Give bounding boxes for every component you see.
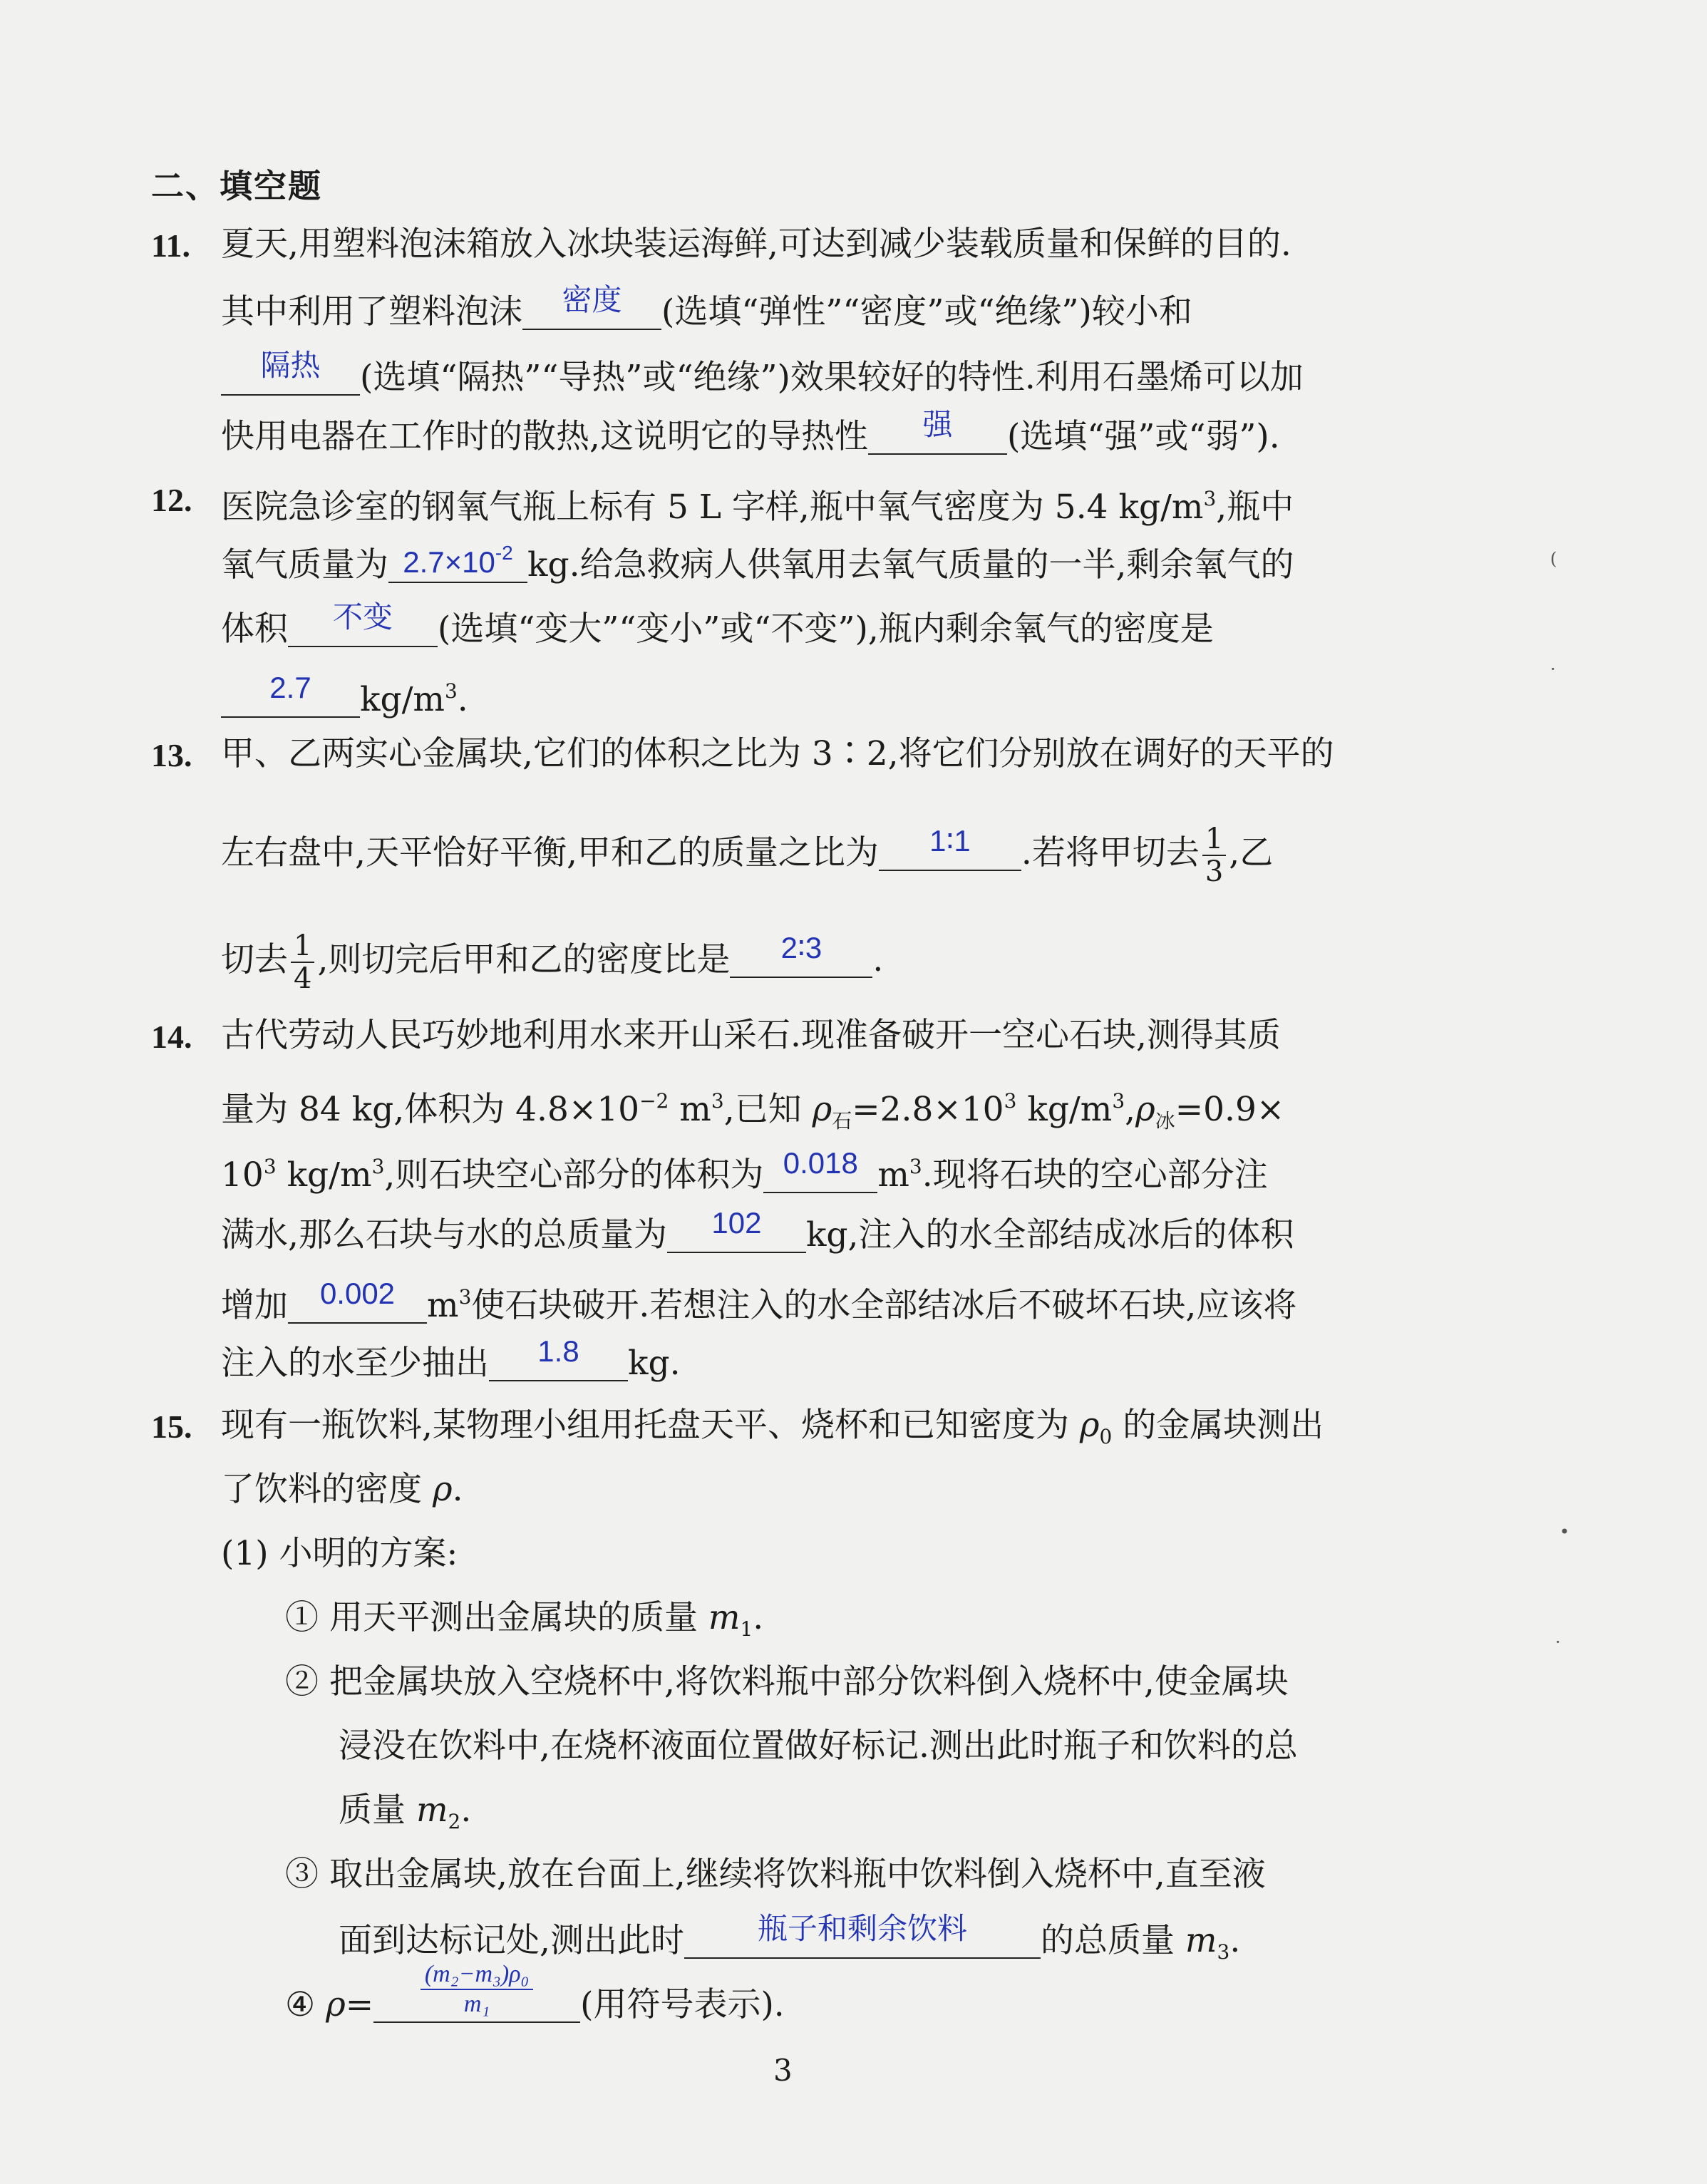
q15-part-1: (1) 小明的方案: xyxy=(221,1534,458,1573)
q11-line-3: 隔热 (选填“隔热”“导热”或“绝缘”)效果较好的特性.利用石墨烯可以加 xyxy=(221,354,1304,399)
answer-blank xyxy=(221,671,360,718)
answer-blank xyxy=(388,542,527,583)
q15-line-2: 了饮料的密度 ρ. xyxy=(221,1470,463,1509)
q15-step-2-line-1: ② 把金属块放入空烧杯中,将饮料瓶中部分饮料倒入烧杯中,使金属块 xyxy=(285,1662,1289,1701)
q14-line-4: 满水,那么石块与水的总质量为 102 kg,注入的水全部结成冰后的体积 xyxy=(221,1212,1294,1257)
q12-line-4: 2.7 $kg/m^3$. xyxy=(221,670,468,721)
answer-blank xyxy=(730,931,872,978)
q11-line-1: 夏天,用塑料泡沫箱放入冰块装运海鲜,可达到减少装载质量和保鲜的目的. xyxy=(221,225,1291,264)
q13-line-1: 甲、乙两实心金属块,它们的体积之比为 3∶2,将它们分别放在调好的天平的 xyxy=(221,734,1334,773)
answer-density: 密度 xyxy=(562,283,622,316)
answer-total-mass: 102 xyxy=(711,1206,762,1240)
answer-volume-increase: 0.002 xyxy=(319,1277,396,1310)
q14-line-2: 量为 84 kg,体积为 $4.8\times 10^{-2}$ $m^3$,已知 $\rho_石=2.8\times 10^3$ $kg/m^3,\rho_冰=0.9\times$ xyxy=(221,1089,1285,1133)
answer-density-ratio: 2∶3 xyxy=(780,931,822,964)
answer-density-value: 2.7 xyxy=(269,671,311,704)
answer-mass-ratio: 1∶1 xyxy=(929,824,971,857)
answer-blank xyxy=(667,1206,806,1253)
answer-hollow-volume: 0.018 xyxy=(783,1146,858,1180)
scan-mark: ( xyxy=(1550,549,1557,569)
answer-unchanged: 不变 xyxy=(332,600,393,634)
q11-line-2: 其中利用了塑料泡沫 密度 (选填“弹性”“密度”或“绝缘”)较小和 xyxy=(221,289,1192,334)
page-number: 3 xyxy=(773,2053,793,2088)
answer-blank xyxy=(684,1912,1041,1959)
answer-water-removed: 1.8 xyxy=(537,1334,579,1368)
answer-insulation: 隔热 xyxy=(260,349,321,382)
q15-step-2-line-3: 质量 $m_2$. xyxy=(339,1791,472,1833)
scan-mark: · xyxy=(1555,1632,1561,1652)
q11-line-4: 快用电器在工作时的散热,这说明它的导热性 强 (选填“强”或“弱”). xyxy=(221,413,1280,458)
scan-mark: • xyxy=(1559,1522,1570,1542)
answer-blank xyxy=(221,349,360,396)
question-number-13: 13. xyxy=(151,737,192,773)
q15-line-1: 现有一瓶饮料,某物理小组用托盘天平、烧杯和已知密度为 $\rho_0$ 的金属块测出 xyxy=(221,1406,1324,1448)
question-number-14: 14. xyxy=(151,1019,192,1055)
answer-mass: $2.7\times 10^{-2}$ xyxy=(403,542,513,579)
answer-blank xyxy=(522,283,661,330)
q14-line-6: 注入的水至少抽出 1.8 kg. xyxy=(221,1340,681,1385)
fraction-one-quarter: $\frac{1}{4}$ xyxy=(291,930,314,994)
answer-blank xyxy=(763,1146,877,1193)
answer-blank xyxy=(868,408,1007,455)
question-number-11: 11. xyxy=(151,227,190,264)
answer-blank xyxy=(489,1334,628,1381)
answer-bottle-remaining: 瓶子和剩余饮料 xyxy=(757,1912,967,1945)
q14-line-1: 古代劳动人民巧妙地利用水来开山采石.现准备破开一空心石块,测得其质 xyxy=(221,1016,1281,1055)
question-number-12: 12. xyxy=(151,482,192,518)
q15-step-3-line-2: 面到达标记处,测出此时 瓶子和剩余饮料 的总质量 $m_3$. xyxy=(339,1917,1240,1974)
answer-blank xyxy=(288,600,438,647)
answer-blank xyxy=(288,1277,427,1324)
q13-line-3: 切去 $\frac{1}{4}$ ,则切完后甲和乙的密度比是 2∶3 . xyxy=(221,930,883,994)
answer-strong: 强 xyxy=(922,408,953,441)
scan-mark: · xyxy=(1550,659,1556,679)
q15-step-4: ④ ρ= (m₂−m₃)ρ₀ m₁ (用符号表示). xyxy=(285,1961,785,2024)
q12-line-3: 体积 不变 (选填“变大”“变小”或“不变”),瓶内剩余氧气的密度是 xyxy=(221,606,1214,651)
answer-blank xyxy=(373,1961,580,2023)
question-number-15: 15. xyxy=(151,1408,192,1445)
answer-density-formula: (m₂−m₃)ρ₀ m₁ xyxy=(373,1960,580,2019)
answer-blank xyxy=(879,824,1021,871)
q15-step-3-line-1: ③ 取出金属块,放在台面上,继续将饮料瓶中饮料倒入烧杯中,直至液 xyxy=(285,1855,1266,1894)
q13-line-2: 左右盘中,天平恰好平衡,甲和乙的质量之比为 1∶1 .若将甲切去 $\frac{1}{3}$ ,乙 xyxy=(221,823,1273,887)
q15-step-1: ① 用天平测出金属块的质量 $m_1$. xyxy=(285,1598,764,1641)
q12-line-2: 氧气质量为 $2.7\times 10^{-2}$ kg.给急救病人供氧用去氧气质量的一半,剩余氧气的 xyxy=(221,542,1294,587)
q14-line-3: $10^3$ $kg/m^3$,则石块空心部分的体积为 0.018 $m^3$.现将石块的空心部分注 xyxy=(221,1145,1268,1197)
q15-step-2-line-2: 浸没在饮料中,在烧杯液面位置做好标记.测出此时瓶子和饮料的总 xyxy=(339,1726,1298,1766)
q12-line-1: 医院急诊室的钢氧气瓶上标有 5 L 字样,瓶中氧气密度为 5.4 $kg/m^3$,瓶中 xyxy=(221,487,1294,527)
q14-line-5: 增加 0.002 $m^3$使石块破开.若想注入的水全部结冰后不破坏石块,应该将 xyxy=(221,1276,1296,1327)
section-title: 二、填空题 xyxy=(151,167,322,205)
fraction-one-third: $\frac{1}{3}$ xyxy=(1202,823,1226,887)
